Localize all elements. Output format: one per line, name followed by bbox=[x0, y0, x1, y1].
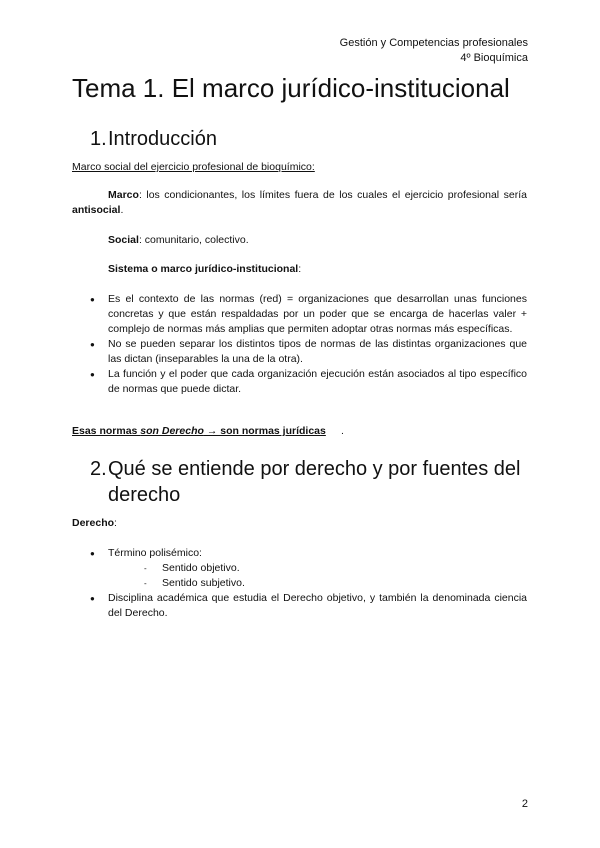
sub-list bbox=[108, 561, 527, 591]
list-item bbox=[90, 546, 527, 591]
social-term: Social bbox=[108, 234, 139, 246]
section-1-heading bbox=[90, 126, 217, 152]
marco-end: . bbox=[120, 204, 124, 216]
antisocial-term: antisocial bbox=[72, 204, 121, 216]
section-1-subtitle: Marco social del ejercicio profesional de bioquímico: bbox=[72, 161, 315, 173]
header-degree: 4º Bioquímica bbox=[460, 52, 528, 64]
social-text: : comunitario, colectivo. bbox=[138, 234, 249, 246]
sistema-term: Sistema o marco jurídico-institucional bbox=[108, 263, 299, 275]
conclusion-text-c: → son normas jurídicas bbox=[203, 425, 326, 437]
sub-list-item: - Sentido subjetivo. bbox=[144, 576, 527, 591]
section-2-bullet-list bbox=[90, 546, 527, 621]
section-1-bullet-list bbox=[90, 292, 527, 397]
section-2-title-line2: derecho bbox=[108, 484, 181, 506]
sub-list-item: - Sentido objetivo. bbox=[144, 561, 527, 576]
marco-definition bbox=[72, 188, 527, 218]
page-header bbox=[340, 36, 528, 66]
marco-term: Marco bbox=[108, 189, 139, 201]
conclusion-text-a: Esas normas bbox=[72, 425, 141, 437]
section-2-number: 2. bbox=[90, 458, 107, 480]
social-definition bbox=[108, 233, 249, 248]
list-item: ● No se pueden separar los distintos tipos de normas de las distintas organizaciones que las dictan (inseparables la una de la otra). bbox=[90, 337, 527, 367]
section-2-title bbox=[108, 456, 521, 508]
list-item: ● Es el contexto de las normas (red) = organizaciones que desarrollan unas funciones concretas y que están respaldadas por un poder que se encarga de hacerlas valer + complejo de normas más amplias que permiten adoptar otras normas más específicas. bbox=[90, 292, 527, 337]
section-1-title: Introducción bbox=[108, 128, 217, 150]
sistema-label bbox=[108, 262, 301, 277]
page-number: 2 bbox=[521, 798, 528, 810]
derecho-term: Derecho bbox=[72, 517, 115, 529]
polysemic-term: Término polisémico: bbox=[108, 547, 202, 559]
derecho-label bbox=[72, 516, 117, 531]
list-item: ● La función y el poder que cada organización ejecución están asociados al tipo específico de normas que puede dictar. bbox=[90, 367, 527, 397]
conclusion-text-b: son Derecho bbox=[140, 425, 204, 437]
section-2-heading bbox=[90, 456, 521, 508]
page-title: Tema 1. El marco jurídico-institucional bbox=[72, 73, 510, 103]
conclusion-period: . bbox=[341, 425, 344, 437]
header-course: Gestión y Competencias profesionales bbox=[339, 37, 528, 49]
list-item: ● Disciplina académica que estudia el Derecho objetivo, y también la denominada ciencia del Derecho. bbox=[90, 591, 527, 621]
section-1-number: 1. bbox=[90, 128, 107, 150]
marco-text: : los condicionantes, los límites fuera de los cuales el ejercicio profesional sería bbox=[138, 189, 527, 201]
section-2-title-line1: Qué se entiende por derecho y por fuentes del bbox=[108, 458, 521, 480]
derecho-colon: : bbox=[114, 517, 117, 529]
sistema-colon: : bbox=[298, 263, 302, 275]
conclusion-line bbox=[72, 424, 326, 439]
